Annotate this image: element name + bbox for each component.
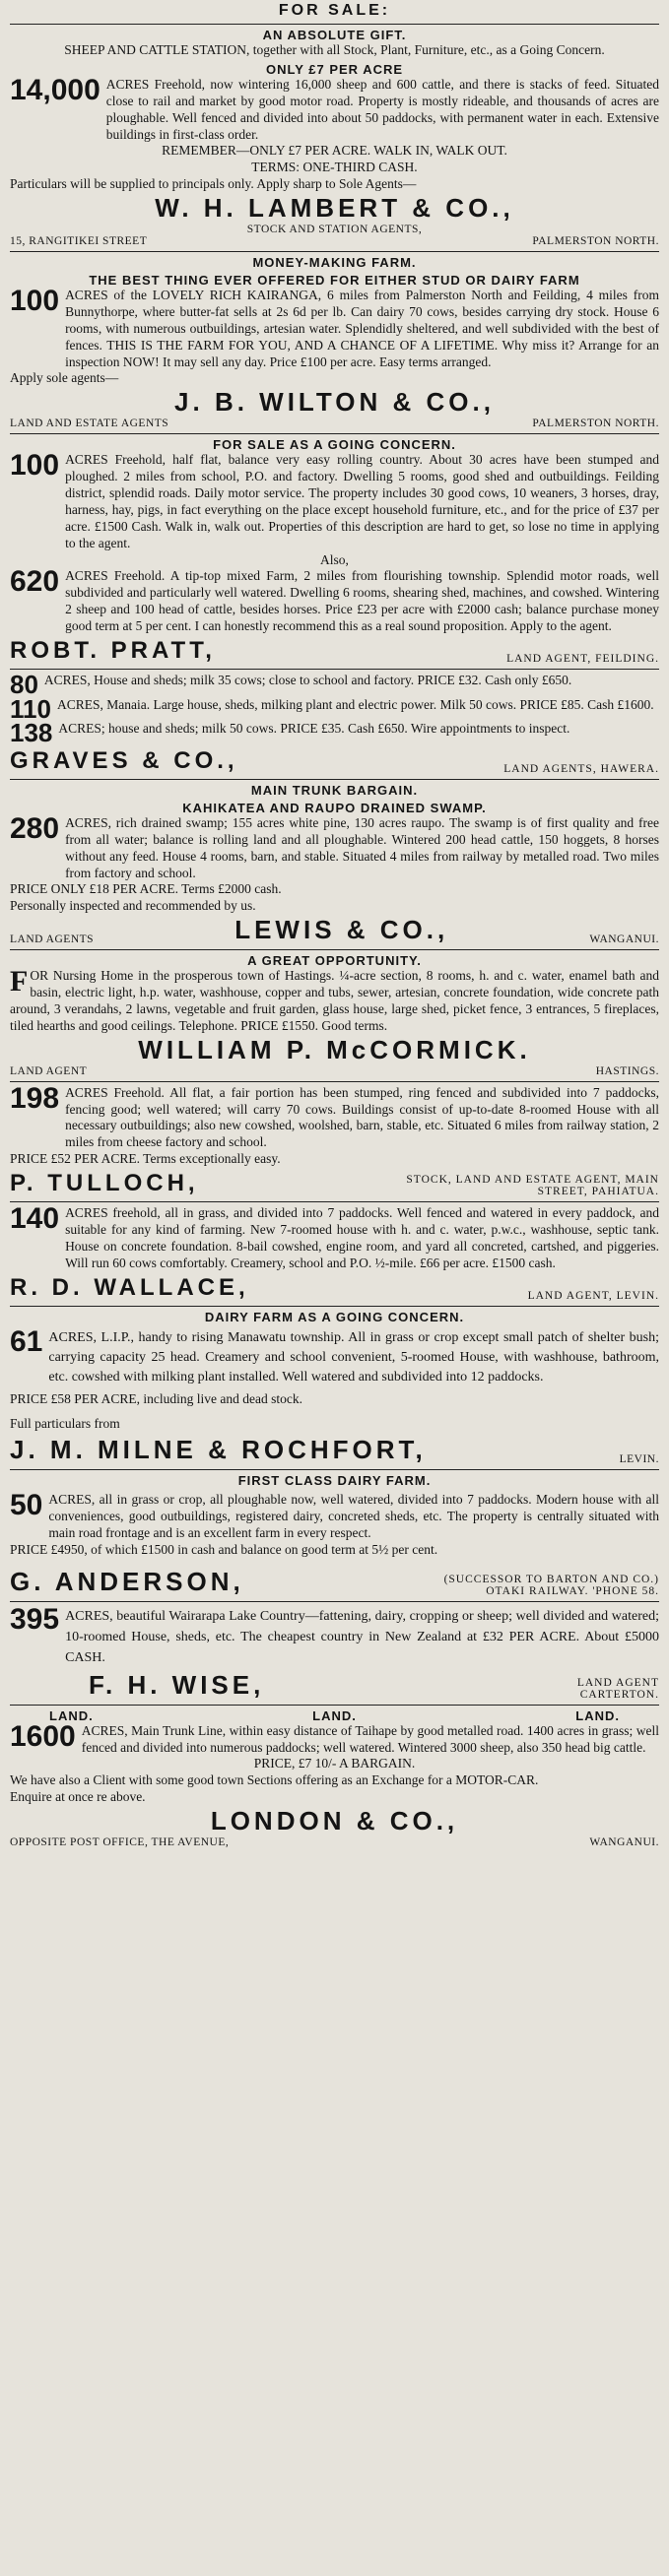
- ad-price: PRICE £4950, of which £1500 in cash and balance on good term at 5½ per cent.: [10, 1541, 438, 1557]
- ad-acreage: 100: [10, 285, 60, 317]
- agent-name: J. M. MILNE & ROCHFORT,: [10, 1435, 427, 1465]
- ad-heading: FIRST CLASS DAIRY FARM.: [237, 1473, 432, 1489]
- ad-acreage: 280: [10, 811, 60, 845]
- agent-town: HASTINGS.: [595, 1064, 659, 1077]
- agent-description: LAND AGENTS: [10, 934, 95, 946]
- ad-body: ACRES, House and sheds; milk 35 cows; close to school and factory. PRICE £32. Cash only £650.: [43, 672, 572, 687]
- ad-heading: MAIN TRUNK BARGAIN.: [250, 782, 419, 798]
- divider: [10, 251, 659, 252]
- ad-subheading: THE BEST THING EVER OFFERED FOR EITHER STUD OR DAIRY FARM: [89, 273, 580, 288]
- agent-address: 15, RANGITIKEI STREET: [10, 235, 148, 247]
- divider: [10, 1601, 659, 1602]
- ad-note: Personally inspected and recommended by us.: [10, 898, 256, 914]
- ad-particulars: Particulars will be supplied to principals only. Apply sharp to Sole Agents—: [10, 176, 417, 192]
- divider: [10, 949, 659, 950]
- ad-body: ACRES Freehold, half flat, balance very easy rolling country. About 30 acres have been stumped and ploughed. 2 miles from school, P.O. and factory. Dwelling 5 rooms, good shed and outbuildings. Feilding district, splendid roads. Daily motor service. The property includes 30 good cows, 10 weaners, 3 horses, dray, harness, hay, pigs, in fact everything on the place except household furniture, etc., and for the price of £37 per acre. £1500 Cash. Walk in, walk out. Properties of this description are hard to get, so lose no time in applying to the agent.: [65, 452, 659, 550]
- ad-pratt: [10, 437, 659, 665]
- ad-price-line: ONLY £7 PER ACRE: [265, 61, 404, 77]
- agent-name: ROBT. PRATT,: [10, 636, 216, 664]
- ad-acreage: 140: [10, 1202, 60, 1236]
- ad-lewis: [10, 783, 659, 945]
- ad-subheading: SHEEP AND CATTLE STATION, together with all Stock, Plant, Furniture, etc., as a Going Concern.: [64, 42, 605, 57]
- agent-name: WILLIAM P. McCORMICK.: [138, 1034, 531, 1064]
- ad-tulloch: [10, 1081, 659, 1198]
- ad-heading: AN ABSOLUTE GIFT.: [262, 28, 407, 42]
- land-label: LAND.: [575, 1707, 620, 1723]
- agent-address: OPPOSITE POST OFFICE, THE AVENUE,: [10, 1836, 230, 1849]
- ad-price: PRICE £52 PER ACRE. Terms exceptionally easy.: [10, 1151, 281, 1167]
- agent-tag: OTAKI RAILWAY. 'PHONE 58.: [486, 1584, 659, 1597]
- agent-town: WANGANUI.: [589, 934, 659, 946]
- ad-london: [10, 1708, 659, 1848]
- agent-description: LAND AGENT: [10, 1064, 88, 1077]
- agent-name: G. ANDERSON,: [10, 1566, 244, 1596]
- agent-town: WANGANUI.: [589, 1836, 659, 1849]
- divider: [10, 24, 659, 25]
- ad-acreage: 110: [10, 693, 51, 724]
- agent-tag: LAND AGENT, FEILDING.: [506, 652, 659, 665]
- ad-body: ACRES, Manaia. Large house, sheds, milking plant and electric power. Milk 50 cows. PRICE £85. Cash £1600.: [56, 696, 654, 712]
- divider: [10, 433, 659, 434]
- divider: [10, 1081, 659, 1082]
- divider: [10, 669, 659, 670]
- ad-body: ACRES Freehold. All flat, a fair portion has been stumped, ring fenced and subdivided into 7 paddocks, fencing good; well watered; will carry 70 cows. Buildings consist of up-to-date 8-roomed House with all necessary outbuildings; also new cowshed, woolshed, barn, stable, etc. Situated 6 miles from railway station, 2 miles from cheese factory and school.: [65, 1084, 659, 1150]
- ad-body: ACRES, all in grass or crop, all ploughable now, well watered, divided into 7 paddocks. Modern house with all conveniences, good outbuildings, registered dairy, concreted sheds, etc. The property is centrally situated with main road frontage and is an excellent farm in every respect.: [48, 1492, 659, 1540]
- ad-body: ACRES Freehold. A tip-top mixed Farm, 2 miles from flourishing township. Splendid motor roads, well subdivided and particularly well watered. Dwelling 6 rooms, shearing shed, machines, and cowshed. Wintering 2 sheep and 100 head of cattle, besides horses. Price £23 per acre with £2000 cash; balance purchase money good term at 5 per cent. I can honestly recommend this as a real sound proposition. Apply to the agent.: [65, 568, 659, 633]
- land-label: LAND.: [49, 1707, 94, 1723]
- agent-description: LAND AND ESTATE AGENTS: [10, 418, 169, 430]
- ad-body: ACRES freehold, all in grass, and divided into 7 paddocks. Well fenced and watered in every paddock, and suitable for any kind of farming. New 7-roomed house with h. and c. water, p.w.c., washhouse, septic tank. House on concrete foundation. 8-bail cowshed, engine room, and yard all concreted, cartshed, and piggeries. Will run 60 cows comfortably. Creamery, school and P.O. ½-mile. £66 per acre. £1500 cash.: [65, 1205, 659, 1270]
- ad-acreage: 61: [10, 1324, 43, 1358]
- divider: [10, 1201, 659, 1202]
- agent-name: LEWIS & CO.,: [234, 915, 449, 945]
- agent-name: GRAVES & CO.,: [10, 746, 238, 774]
- ad-acreage: 14,000: [10, 73, 100, 106]
- ad-graves: [10, 669, 659, 775]
- ad-acreage: 395: [10, 1602, 60, 1636]
- ad-body: ACRES, rich drained swamp; 155 acres white pine, 130 acres raupo. The swamp is of first quality and free from all water; balance is rolling land and all ploughable. Wintered 200 head cattle, 150 hoggets, 8 horses without any feed. House 4 rooms, barn, and stable. Situated 4 miles from railway by metalled road. Two miles from factory and school.: [65, 814, 659, 880]
- ad-wilton: [10, 255, 659, 429]
- ad-body: ACRES, Main Trunk Line, within easy distance of Taihape by good metalled road. 1400 acres in grass; well fenced and divided into numerous paddocks; well watered. Wintered 3000 sheep, also 350 head big cattle.: [81, 1722, 659, 1755]
- ad-wise: [10, 1602, 659, 1701]
- ad-acreage: 100: [10, 449, 60, 483]
- ad-enquire: Enquire at once re above.: [10, 1789, 146, 1805]
- agent-name: LONDON & CO.,: [210, 1806, 459, 1836]
- ad-heading: DAIRY FARM AS A GOING CONCERN.: [204, 1309, 465, 1324]
- ad-heading: A GREAT OPPORTUNITY.: [247, 953, 422, 969]
- ad-acreage: 50: [10, 1489, 43, 1522]
- ad-body: ACRES, beautiful Wairarapa Lake Country—fattening, dairy, cropping or sheep; well divided and watered; 10-roomed House, sheds, etc. The cheapest country in New Zealand at £32 PER ACRE. About £5000 CASH.: [65, 1608, 659, 1665]
- ad-milne: [10, 1310, 659, 1466]
- ad-price: PRICE, £7 10/- A BARGAIN.: [253, 1756, 416, 1771]
- ad-body: ACRES of the LOVELY RICH KAIRANGA, 6 miles from Palmerston North and Feilding, 4 miles from Bunnythorpe, where butter-fat sells at 2s 6d per lb. Can dairy 70 cows, besides carrying dry stock. House 6 rooms, with numerous outbuildings, artesian water. Splendidly sheltered, and well subdivided with the best of fences. THIS IS THE FARM FOR YOU, AND A CHANCE OF A LIFETIME. Why miss it? Arrange for an inspection NOW! It may sell any day. Price £100 per acre. Easy terms arranged.: [65, 288, 659, 369]
- divider: [10, 1469, 659, 1470]
- drop-cap: F: [10, 965, 29, 998]
- ad-lambert: [10, 28, 659, 247]
- agent-town: LEVIN.: [619, 1453, 659, 1466]
- ad-body: ACRES; house and sheds; milk 50 cows. PRICE £35. Cash £650. Wire appointments to inspect.: [58, 721, 570, 737]
- ad-mccormick: [10, 953, 659, 1077]
- ad-acreage: 138: [10, 718, 53, 748]
- ad-acreage: 80: [10, 669, 38, 699]
- agent-subtitle: STOCK AND STATION AGENTS,: [246, 224, 423, 235]
- ad-body: ACRES Freehold, now wintering 16,000 sheep and 600 cattle, and there is stacks of feed. Situated close to rail and market by good motor road. Property is mostly rideable, and thousands of acres are ploughable. Well fenced and divided into about 50 paddocks, with permanent water in each. Extensive buildings in first-class order.: [105, 76, 659, 142]
- agent-town: PALMERSTON NORTH.: [532, 235, 659, 247]
- ad-apply: Apply sole agents—: [10, 370, 119, 386]
- ad-price: PRICE £58 PER ACRE, including live and dead stock.: [10, 1391, 302, 1407]
- agent-name: W. H. LAMBERT & CO.,: [155, 193, 514, 223]
- ad-subheading: KAHIKATEA AND RAUPO DRAINED SWAMP.: [182, 800, 487, 815]
- ad-wallace: [10, 1202, 659, 1302]
- agent-name: J. B. WILTON & CO.,: [174, 387, 495, 418]
- ad-terms: TERMS: ONE-THIRD CASH.: [251, 160, 418, 175]
- ad-heading: FOR SALE AS A GOING CONCERN.: [213, 437, 456, 453]
- ad-body: OR Nursing Home in the prosperous town of Hastings. ¼-acre section, 8 rooms, h. and c. water, enamel bath and basin, electric light, h.p. water, washhouse, copper and tubs, sewer, artesian, concrete foundation, wide concrete path around, 3 verandahs, 2 lawns, vegetable and fruit garden, glass house, large shed, picket fence, 3 entrances, 5 fireplaces, tiled hearths and good ceilings. Telephone. PRICE £1550. Good terms.: [10, 968, 659, 1033]
- ad-body: ACRES, L.I.P., handy to rising Manawatu township. All in grass or crop except small patch of shelter bush; carrying capacity 25 head. Creamery and school convenient, 5-roomed House, with washhouse, bathroom, etc. cowshed with milking plant installed. Well watered and subdivided into 12 paddocks.: [48, 1329, 659, 1385]
- ad-acreage: 198: [10, 1081, 60, 1115]
- divider: [10, 779, 659, 780]
- agent-tag: LAND AGENTS, HAWERA.: [503, 762, 659, 775]
- ad-anderson: [10, 1473, 659, 1597]
- ad-body-wrap: [10, 965, 659, 1035]
- agent-tag: LAND AGENT, LEVIN.: [527, 1289, 659, 1302]
- ad-acreage: 620: [10, 565, 60, 599]
- agent-name: P. TULLOCH,: [10, 1170, 199, 1197]
- land-label: LAND.: [312, 1707, 357, 1723]
- page-title: FOR SALE:: [278, 2, 391, 19]
- agent-tag: LAND AGENT CARTERTON.: [576, 1676, 659, 1701]
- ad-price: PRICE ONLY £18 PER ACRE. Terms £2000 cash.: [10, 881, 282, 897]
- divider: [10, 1306, 659, 1307]
- divider: [10, 1705, 659, 1706]
- ad-full-particulars: Full particulars from: [10, 1416, 120, 1432]
- agent-town: PALMERSTON NORTH.: [532, 418, 659, 430]
- agent-name: F. H. WISE,: [89, 1669, 265, 1700]
- agent-tag: STOCK, LAND AND ESTATE AGENT, MAIN STREET, PAHIATUA.: [406, 1174, 659, 1198]
- ad-also: Also,: [320, 551, 349, 567]
- ad-heading: MONEY-MAKING FARM.: [252, 255, 417, 270]
- agent-name: R. D. WALLACE,: [10, 1273, 249, 1301]
- ad-exchange: We have also a Client with some good town Sections offering as an Exchange for a MOTOR-CAR.: [10, 1772, 539, 1788]
- ad-acreage: 1600: [10, 1719, 76, 1753]
- agent-tag: (SUCCESSOR TO BARTON AND CO.): [443, 1573, 659, 1585]
- ad-remember: REMEMBER—ONLY £7 PER ACRE. WALK IN, WALK OUT.: [162, 143, 507, 159]
